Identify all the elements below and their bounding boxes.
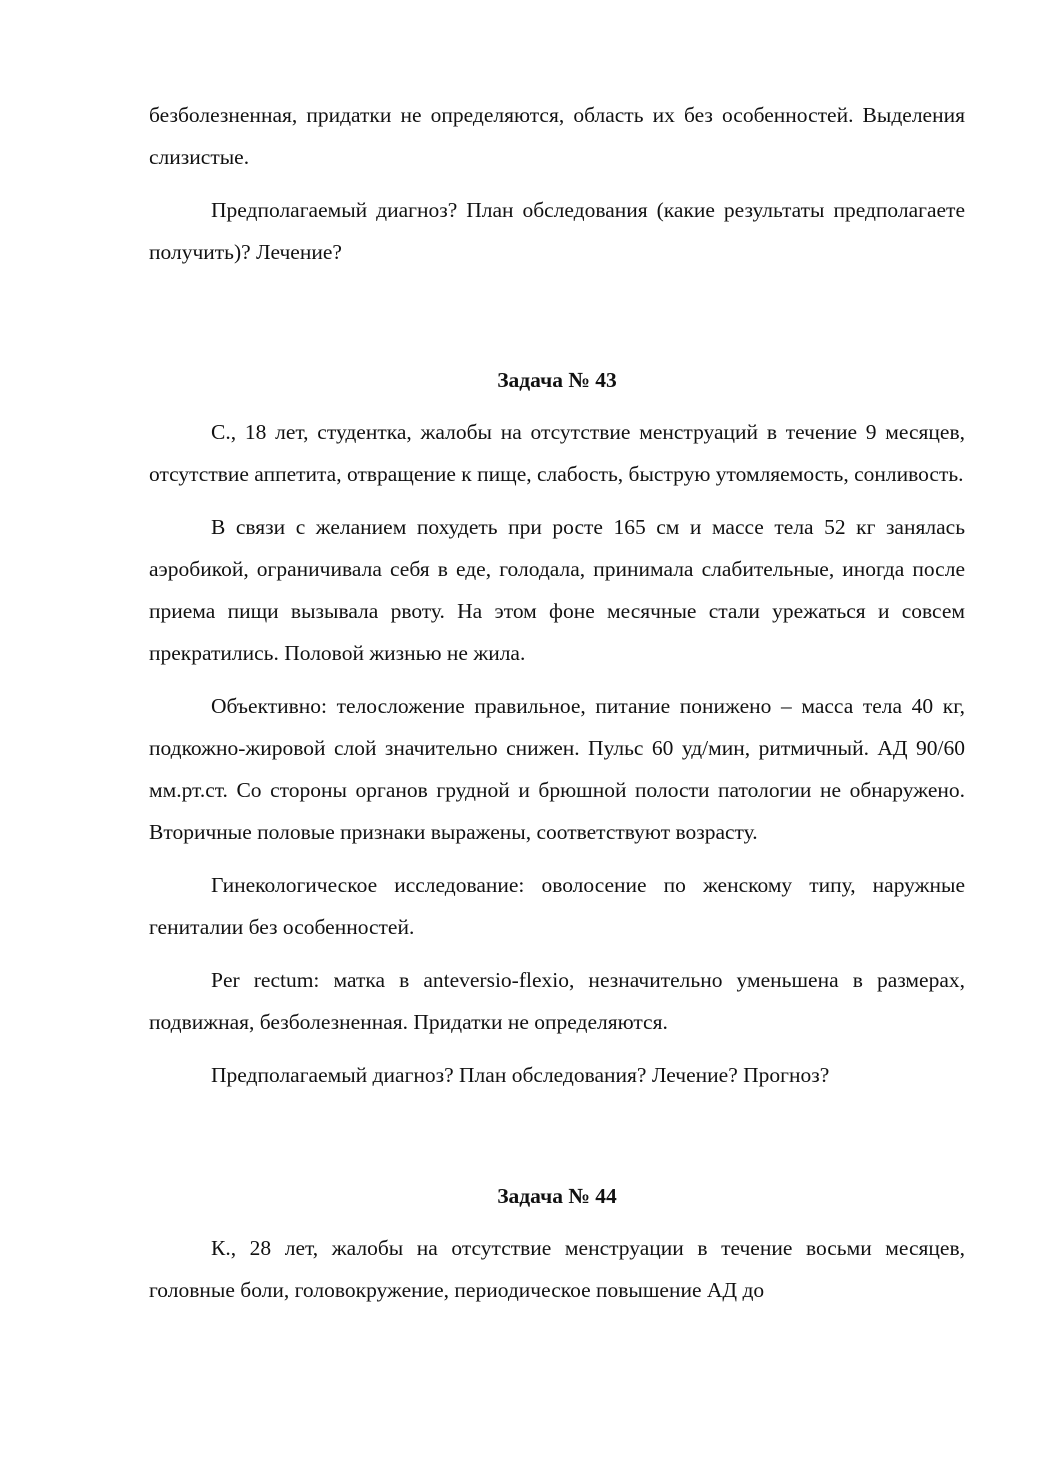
task-43-history: В связи с желанием похудеть при росте 165 см и массе тела 52 кг занялась аэробикой, ограничивала себя в еде, голодала, принимала слабительные, иногда после приема пищи вызывала рвоту. На этом фоне месячные стали урежаться и совсем прекратились. Половой жизнью не жила. <box>149 515 965 665</box>
task-43-objective: Объективно: телосложение правильное, питание понижено – масса тела 40 кг, подкожно-жировой слой значительно снижен. Пульс 60 уд/мин, ритмичный. АД 90/60 мм.рт.ст. Со стороны органов грудной и брюшной полости патологии не обнаружено. Вторичные половые признаки выражены, соответствуют возрасту. <box>149 694 965 844</box>
spacer <box>149 401 965 411</box>
task-43-questions: Предполагаемый диагноз? План обследования? Лечение? Прогноз? <box>211 1063 830 1087</box>
intro-paragraph-1: безболезненная, придатки не определяются, область их без особенностей. Выделения слизистые. <box>149 103 965 169</box>
spacer <box>149 1107 965 1175</box>
task-43-gyn-exam: Гинекологическое исследование: оволосение по женскому типу, наружные гениталии без особенностей. <box>149 873 965 939</box>
task-43-complaints: С., 18 лет, студентка, жалобы на отсутствие менструаций в течение 9 месяцев, отсутствие аппетита, отвращение к пище, слабость, быструю утомляемость, сонливость. <box>149 420 965 486</box>
task-44-complaints: К., 28 лет, жалобы на отсутствие менструации в течение восьми месяцев, головные боли, головокружение, периодическое повышение АД до <box>149 1236 965 1302</box>
intro-questions: Предполагаемый диагноз? План обследования (какие результаты предполагаете получить)? Лечение? <box>149 198 965 264</box>
task-43-per-rectum: Per rectum: матка в anteversio-flexio, незначительно уменьшена в размерах, подвижная, безболезненная. Придатки не определяются. <box>149 968 965 1034</box>
task-44-heading: Задача № 44 <box>497 1184 617 1208</box>
document-page <box>149 94 965 1322</box>
task-43-heading: Задача № 43 <box>497 368 617 392</box>
spacer <box>149 284 965 359</box>
spacer <box>149 1217 965 1227</box>
